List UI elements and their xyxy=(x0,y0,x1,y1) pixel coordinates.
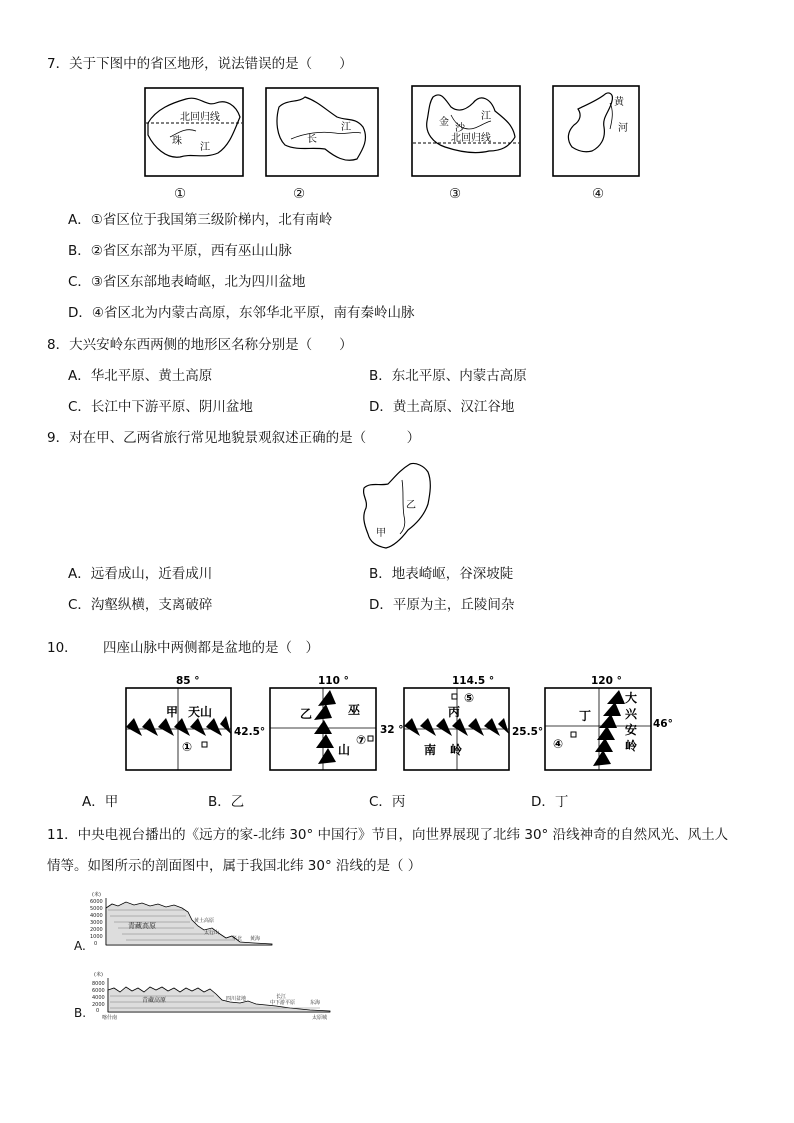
svg-text:4000: 4000 xyxy=(90,913,103,919)
q7-map-4 xyxy=(552,85,640,177)
q7-caption-3: ③ xyxy=(449,186,462,202)
svg-text:3000: 3000 xyxy=(90,920,103,926)
svg-text:甲: 甲 xyxy=(376,528,386,539)
q7-caption-2: ② xyxy=(293,186,306,202)
q8-option-c[interactable]: C．长江中下游平原、阴川盆地 xyxy=(68,399,253,415)
q10-stem: 四座山脉中两侧都是盆地的是（ ） xyxy=(103,640,319,656)
svg-text:乙: 乙 xyxy=(406,500,416,511)
q8-option-a[interactable]: A．华北平原、黄土高原 xyxy=(68,368,213,384)
svg-text:丁: 丁 xyxy=(579,709,592,723)
svg-text:珠: 珠 xyxy=(172,136,182,147)
svg-text:黄土高原: 黄土高原 xyxy=(194,918,215,924)
svg-text:喀什南: 喀什南 xyxy=(102,1015,118,1021)
svg-text:沙: 沙 xyxy=(455,123,465,134)
svg-text:兴: 兴 xyxy=(625,707,638,721)
svg-text:85 °: 85 ° xyxy=(176,675,200,687)
svg-text:长: 长 xyxy=(307,134,317,145)
svg-text:岭: 岭 xyxy=(450,743,463,757)
svg-text:黄海: 黄海 xyxy=(250,936,261,942)
svg-text:东海: 东海 xyxy=(310,1000,321,1006)
svg-text:5000: 5000 xyxy=(90,906,103,912)
svg-text:北回归线: 北回归线 xyxy=(180,112,220,123)
svg-text:华北: 华北 xyxy=(232,936,243,942)
q11-stem-line1: 11．中央电视台播出的《远方的家-北纬 30° 中国行》节目，向世界展现了北纬 30° 沿线神奇的自然风光、风土人 xyxy=(47,827,729,843)
svg-text:山: 山 xyxy=(338,743,351,757)
q9-option-c[interactable]: C．沟壑纵横，支离破碎 xyxy=(68,597,213,613)
q10-option-c[interactable]: C．丙 xyxy=(369,794,406,810)
q11-stem-line2: 情等。如图所示的剖面图中，属于我国北纬 30° 沿线的是（ ） xyxy=(47,858,422,874)
q10-option-a[interactable]: A．甲 xyxy=(82,794,119,810)
svg-text:0: 0 xyxy=(96,1008,100,1014)
q7-map-3 xyxy=(411,85,521,177)
svg-text:甲: 甲 xyxy=(166,705,179,719)
q11-profile-b xyxy=(80,970,340,1022)
svg-text:6000: 6000 xyxy=(92,988,105,994)
q10-panel-yi xyxy=(268,672,404,772)
q7-option-d[interactable]: D．④省区北为内蒙古高原，东邻华北平原，南有秦岭山脉 xyxy=(68,305,415,321)
svg-text:金: 金 xyxy=(439,117,449,128)
svg-text:(米): (米) xyxy=(92,892,101,898)
q11-profile-b-option[interactable]: B. xyxy=(74,1006,87,1020)
svg-text:⑦: ⑦ xyxy=(356,733,367,747)
svg-text:⑤: ⑤ xyxy=(464,691,475,705)
q10-panel-jia xyxy=(122,672,272,772)
q8-option-d[interactable]: D．黄土高原、汉江谷地 xyxy=(369,399,515,415)
q8-stem: 8．大兴安岭东西两侧的地形区名称分别是（ ） xyxy=(47,337,353,353)
svg-text:114.5 °: 114.5 ° xyxy=(452,675,495,687)
svg-text:6000: 6000 xyxy=(90,899,103,905)
svg-text:2000: 2000 xyxy=(90,927,103,933)
q9-option-b[interactable]: B．地表崎岖，谷深坡陡 xyxy=(369,566,514,582)
q10-panel-bing xyxy=(402,672,547,772)
q10-panel-ding xyxy=(541,672,691,772)
svg-text:青藏高原: 青藏高原 xyxy=(142,997,167,1004)
svg-text:110 °: 110 ° xyxy=(318,675,349,687)
svg-text:太原城: 太原城 xyxy=(312,1015,328,1021)
svg-text:南: 南 xyxy=(424,743,437,757)
q7-stem: 7．关于下图中的省区地形，说法错误的是（ ） xyxy=(47,56,353,72)
q7-option-c[interactable]: C．③省区东部地表崎岖，北为四川盆地 xyxy=(68,274,306,290)
q10-option-b[interactable]: B．乙 xyxy=(208,794,245,810)
q10-number: 10． xyxy=(47,640,78,656)
svg-text:江: 江 xyxy=(200,142,210,153)
q8-option-b[interactable]: B．东北平原、内蒙古高原 xyxy=(369,368,527,384)
svg-text:江: 江 xyxy=(481,111,491,122)
q7-map-2 xyxy=(265,87,379,177)
svg-text:2000: 2000 xyxy=(92,1002,105,1008)
svg-text:巫: 巫 xyxy=(348,703,361,717)
svg-text:岭: 岭 xyxy=(625,739,638,753)
q11-profile-a xyxy=(74,890,274,952)
q11-profile-a-option[interactable]: A. xyxy=(74,939,86,953)
q10-option-d[interactable]: D．丁 xyxy=(531,794,569,810)
svg-text:25.5°: 25.5° xyxy=(512,726,544,738)
q7-caption-4: ④ xyxy=(592,186,605,202)
q9-option-a[interactable]: A．远看成山，近看成川 xyxy=(68,566,213,582)
svg-text:太行山: 太行山 xyxy=(204,930,220,936)
q7-caption-1: ① xyxy=(174,186,187,202)
svg-text:大: 大 xyxy=(625,691,638,705)
svg-text:天山: 天山 xyxy=(188,705,213,719)
svg-text:120 °: 120 ° xyxy=(591,675,622,687)
q7-option-a[interactable]: A．①省区位于我国第三级阶梯内，北有南岭 xyxy=(68,212,333,228)
svg-text:1000: 1000 xyxy=(90,934,103,940)
svg-text:乙: 乙 xyxy=(300,707,313,721)
svg-text:北回归线: 北回归线 xyxy=(451,133,491,144)
svg-text:青藏高原: 青藏高原 xyxy=(128,922,156,930)
svg-text:8000: 8000 xyxy=(92,981,105,987)
svg-text:42.5°: 42.5° xyxy=(234,726,266,738)
svg-text:(米): (米) xyxy=(94,972,103,978)
svg-text:黄: 黄 xyxy=(614,97,624,108)
q7-map-1 xyxy=(144,87,244,177)
q9-stem: 9．对在甲、乙两省旅行常见地貌景观叙述正确的是（ ） xyxy=(47,430,421,446)
svg-text:丙: 丙 xyxy=(448,705,461,719)
svg-text:江: 江 xyxy=(341,122,351,133)
svg-text:④: ④ xyxy=(553,737,564,751)
svg-text:长江: 长江 xyxy=(276,994,287,1000)
svg-text:四川盆地: 四川盆地 xyxy=(226,996,247,1002)
svg-text:中下游平原: 中下游平原 xyxy=(270,1000,296,1006)
svg-text:0: 0 xyxy=(94,941,98,947)
svg-text:32 °: 32 ° xyxy=(380,724,404,736)
q9-option-d[interactable]: D．平原为主，丘陵间杂 xyxy=(369,597,515,613)
svg-text:安: 安 xyxy=(625,723,638,737)
svg-text:河: 河 xyxy=(618,123,628,134)
q7-option-b[interactable]: B．②省区东部为平原，西有巫山山脉 xyxy=(68,243,292,259)
q9-map xyxy=(358,460,438,550)
svg-text:4000: 4000 xyxy=(92,995,105,1001)
svg-text:①: ① xyxy=(182,740,193,754)
svg-text:46°: 46° xyxy=(653,718,673,730)
